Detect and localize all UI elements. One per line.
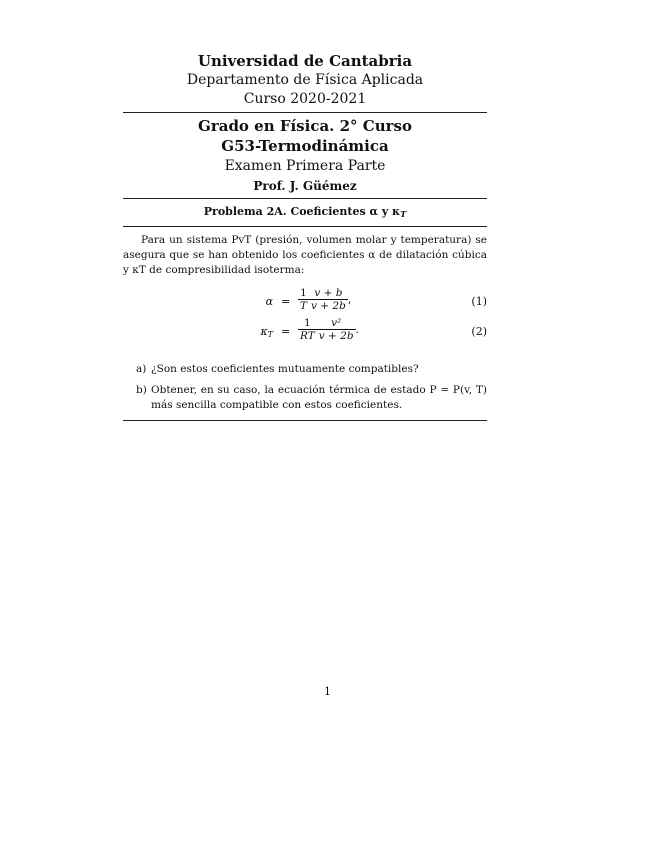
question-text-a: ¿Son estos coeficientes mutuamente compatibles? (151, 363, 419, 375)
page-number: 1 (324, 685, 331, 698)
equation-2-tail: . (355, 323, 360, 336)
equation-2-fraction-b (317, 317, 356, 343)
equation-2-lhs-subscript: T (267, 330, 273, 339)
exam-page (123, 52, 487, 421)
question-text-b: Obtener, en su caso, la ecuación térmica de estado P = P(v, T) más sencilla compatible con estos coeficientes. (151, 384, 487, 411)
equations-block (123, 287, 487, 345)
department-name: Departamento de Física Aplicada (186, 72, 424, 88)
footer-divider (123, 420, 487, 421)
header-divider (123, 112, 487, 113)
question-item-b (123, 383, 487, 413)
problem-statement: Para un sistema PvT (presión, volumen molar y temperatura) se asegura que se han obtenido los coeficientes α de dilatación cúbica y κT de compresibilidad isoterma: (123, 234, 487, 276)
equation-2-fraction-b-denominator: v + 2b (318, 330, 354, 342)
question-label-a: a) (136, 363, 147, 375)
equation-1-fraction-a (298, 287, 309, 313)
equation-2 (123, 317, 487, 345)
equation-2-fraction-a (298, 317, 317, 343)
problem-title-text: Problema 2A. Coeficientes α y κ (203, 205, 401, 218)
university-name: Universidad de Cantabria (197, 52, 413, 70)
equation-1-fraction-b-numerator: v + b (309, 287, 348, 300)
equation-1 (123, 287, 487, 315)
equation-1-fraction-b-denominator: v + 2b (311, 300, 346, 312)
professor-divider (123, 198, 487, 199)
equation-1-fraction-a-numerator: 1 (298, 287, 309, 300)
equation-1-fraction-b (309, 287, 348, 313)
course-year: Curso 2020-2021 (243, 91, 367, 107)
professor-name: Prof. J. Güémez (253, 179, 357, 193)
equation-1-lhs: α (265, 295, 273, 308)
degree-title: Grado en Física. 2° Curso (198, 117, 412, 135)
problem-divider (123, 226, 487, 227)
equation-1-equals: = (281, 295, 291, 308)
question-list (123, 362, 487, 413)
equation-2-lhs-symbol: κ (260, 325, 268, 338)
question-label-b: b) (136, 384, 147, 396)
equation-2-fraction-b-numerator: v² (317, 317, 356, 330)
equation-2-lhs (243, 325, 273, 339)
problem-title (123, 203, 487, 223)
equation-1-rhs (298, 287, 351, 313)
question-item-a (123, 362, 487, 377)
equation-2-fraction-a-numerator: 1 (298, 317, 317, 330)
exam-title: Examen Primera Parte (224, 158, 386, 174)
problem-title-subscript: T (400, 209, 407, 219)
equation-2-equals: = (281, 325, 291, 338)
equation-1-number: (1) (471, 295, 487, 308)
subject-title: G53-Termodinámica (221, 137, 389, 155)
equation-2-number: (2) (471, 325, 487, 338)
equation-2-rhs (298, 317, 359, 343)
equation-1-fraction-a-denominator: T (300, 300, 308, 312)
equation-1-tail: , (347, 293, 352, 306)
equation-2-fraction-a-denominator: RT (300, 330, 315, 342)
